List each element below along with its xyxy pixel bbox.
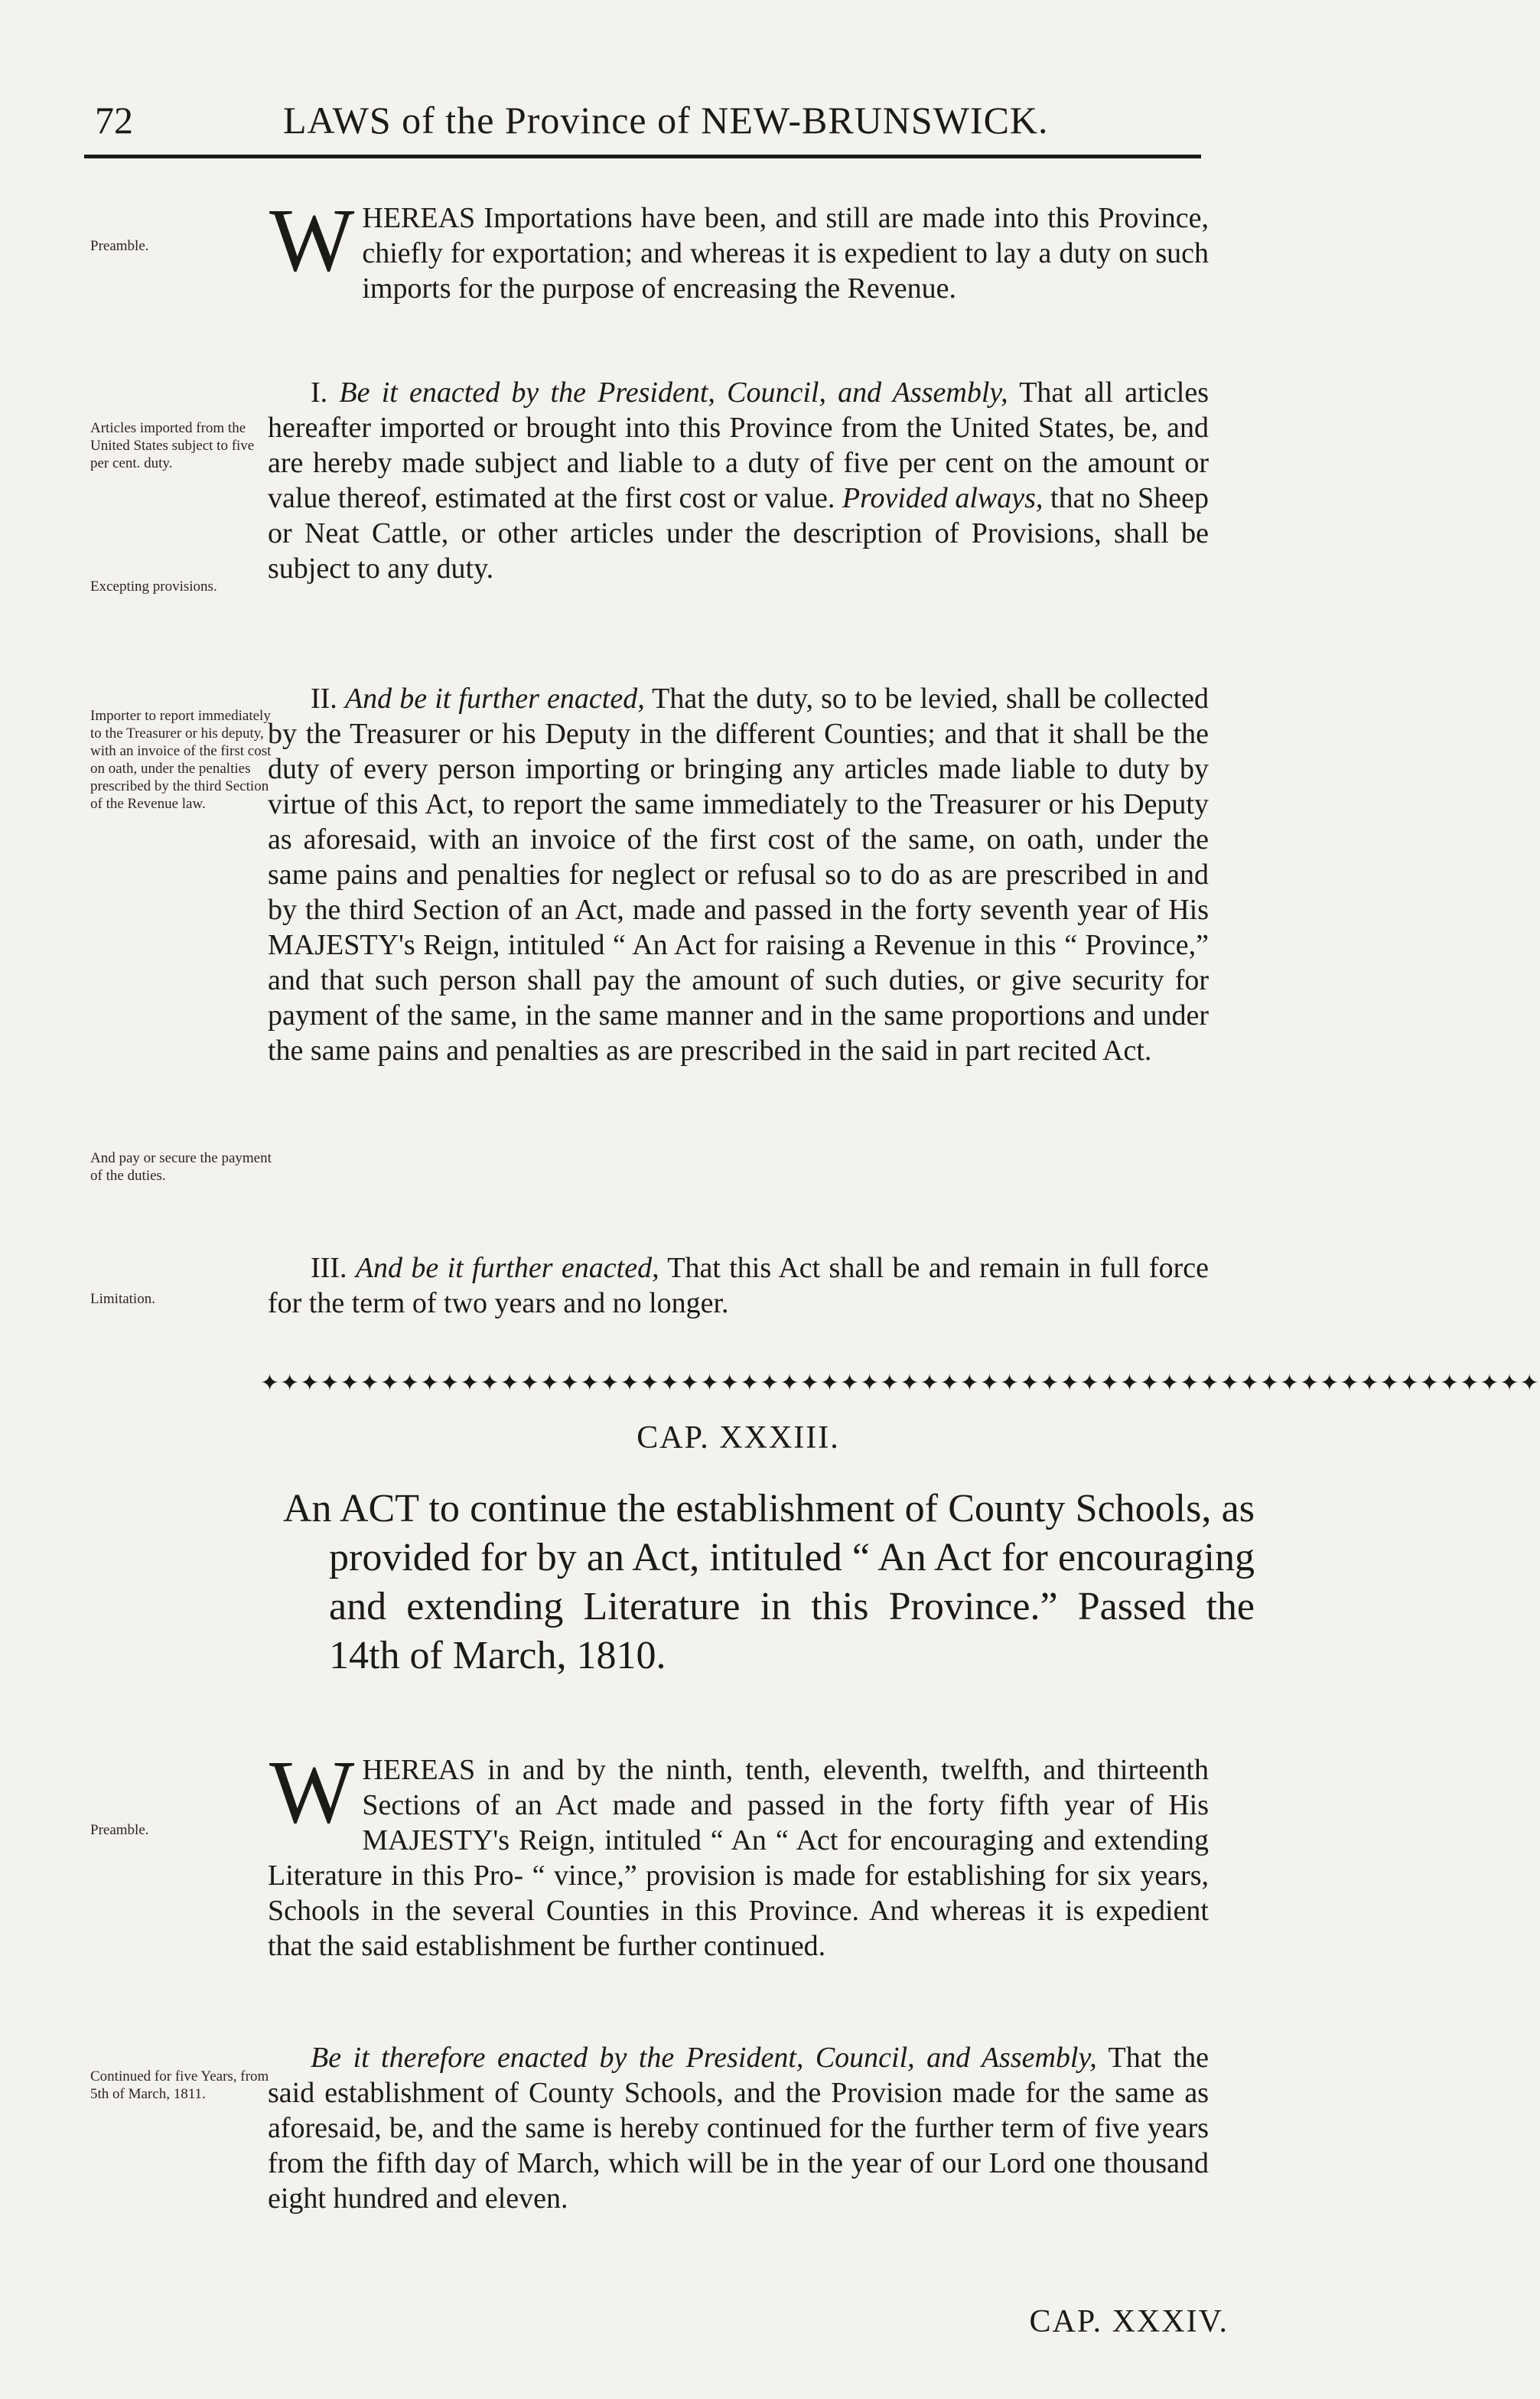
margin-note-continued: Continued for five Years, from 5th of March, 1811. xyxy=(90,2068,269,2102)
page-number: 72 xyxy=(95,99,133,142)
section-number: III. xyxy=(311,1252,347,1284)
running-head: LAWS of the Province of NEW-BRUNSWICK. xyxy=(283,99,1049,142)
margin-note-excepting: Excepting provisions. xyxy=(90,579,217,595)
section-text-2: that no Sheep or Neat Cattle, or other articles under the description of Provisions, shall be subject to any duty. xyxy=(268,482,1209,585)
preamble-text: HEREAS Importations have been, and still are made into this Province, chiefly for exportation; and whereas it is expedient to lay a duty on such imports for the purpose of encreasing the Revenue. xyxy=(362,202,1209,305)
catchword: CAP. XXXIV. xyxy=(1029,2304,1229,2339)
margin-note-limitation: Limitation. xyxy=(90,1291,155,1307)
section-text: That the duty, so to be levied, shall be collected by the Treasurer or his Deputy in the different Counties; and that it shall be the duty of every person importing or bringing any articles made liable to duty by virtue of this Act, to report the same immediately to the Treasurer or his Deputy as aforesaid, with an invoice of the first cost of the same, on oath, under the same pains and penalties for neglect or refusal so to do as are prescribed in and by the third Section of an Act, made and passed in the forty seventh year of His MAJESTY's Reign, intituled “ An Act for raising a Revenue in this “ Province,” and that such person shall pay the amount of such duties, or give security for payment of the same, in the same manner and in the same proportions and under the same pains and penalties as are prescribed in the said in part recited Act. xyxy=(268,683,1209,1067)
act1-section-3 xyxy=(268,1250,1209,1321)
section-number: II. xyxy=(311,683,337,715)
act1-preamble xyxy=(268,190,1209,306)
chapter-heading: CAP. XXXIII. xyxy=(637,1420,840,1455)
act1-section-2 xyxy=(268,681,1209,1068)
section-text: That all articles hereafter imported or brought into this Province from the United States, be, and are hereby made subject and liable to a duty of five per cent on the amount or value thereof, estimated at the first cost or value. xyxy=(268,376,1209,514)
enacting-clause: Be it enacted by the President, Council, and Assembly, xyxy=(339,376,1008,409)
header-rule xyxy=(84,155,1201,158)
proviso-clause: Provided always, xyxy=(842,482,1043,514)
page-header xyxy=(84,84,1201,153)
act-title: An ACT to continue the establishment of County Schools, as provided for by an Act, intituled “ An Act for encouraging and extending Literature in this Province.” Passed the 14th of March, 1810. xyxy=(283,1487,1255,1677)
margin-note-preamble: Preamble. xyxy=(90,238,149,254)
section-text: That this Act shall be and remain in full force for the term of two years and no longer. xyxy=(268,1252,1209,1319)
margin-note-preamble-2: Preamble. xyxy=(90,1822,149,1838)
drop-cap: W xyxy=(269,190,355,290)
act2-preamble xyxy=(268,1742,1209,1964)
act1-section-1 xyxy=(268,375,1209,586)
ornamental-rule: ✦✦✦✦✦✦✦✦✦✦✦✦✦✦✦✦✦✦✦✦✦✦✦✦✦✦✦✦✦✦✦✦✦✦✦✦✦✦✦✦✦✦✦✦✦✦✦✦✦✦✦✦✦✦✦✦✦✦✦✦✦✦✦✦ xyxy=(260,1371,1540,1396)
section-text: That the said establishment of County Schools, and the Provision made for the same as aforesaid, be, and the same is hereby continued for the further term of five years from the fifth day of March, which will be in the year of our Lord one thousand eight hundred and eleven. xyxy=(268,2042,1209,2215)
margin-note-articles: Articles imported from the United States subject to five per cent. duty. xyxy=(90,420,255,471)
enacting-clause: And be it further enacted, xyxy=(355,1252,659,1284)
enacting-clause: And be it further enacted, xyxy=(344,683,645,715)
preamble-text: HEREAS in and by the ninth, tenth, eleventh, twelfth, and thirteenth Sections of an Act made and passed in the forty fifth year of His MAJESTY's Reign, intituled “ An “ Act for encouraging and extending Literature in this Pro- “ vince,” provision is made for establishing for six years, Schools in the several Counties in this Province. And whereas it is expedient that the said establishment be further continued. xyxy=(268,1754,1209,1962)
margin-note-importer: Importer to report immediately to the Treasurer or his deputy, with an invoice of the first cost on oath, under the penalties prescribed by the third Section of the Revenue law. xyxy=(90,708,272,812)
drop-cap: W xyxy=(269,1742,355,1842)
section-number: I. xyxy=(311,376,328,409)
margin-note-pay-duties: And pay or secure the payment of the duties. xyxy=(90,1150,272,1184)
enacting-clause: Be it therefore enacted by the President, Council, and Assembly, xyxy=(311,2042,1097,2074)
act2-enactment xyxy=(268,2040,1209,2216)
